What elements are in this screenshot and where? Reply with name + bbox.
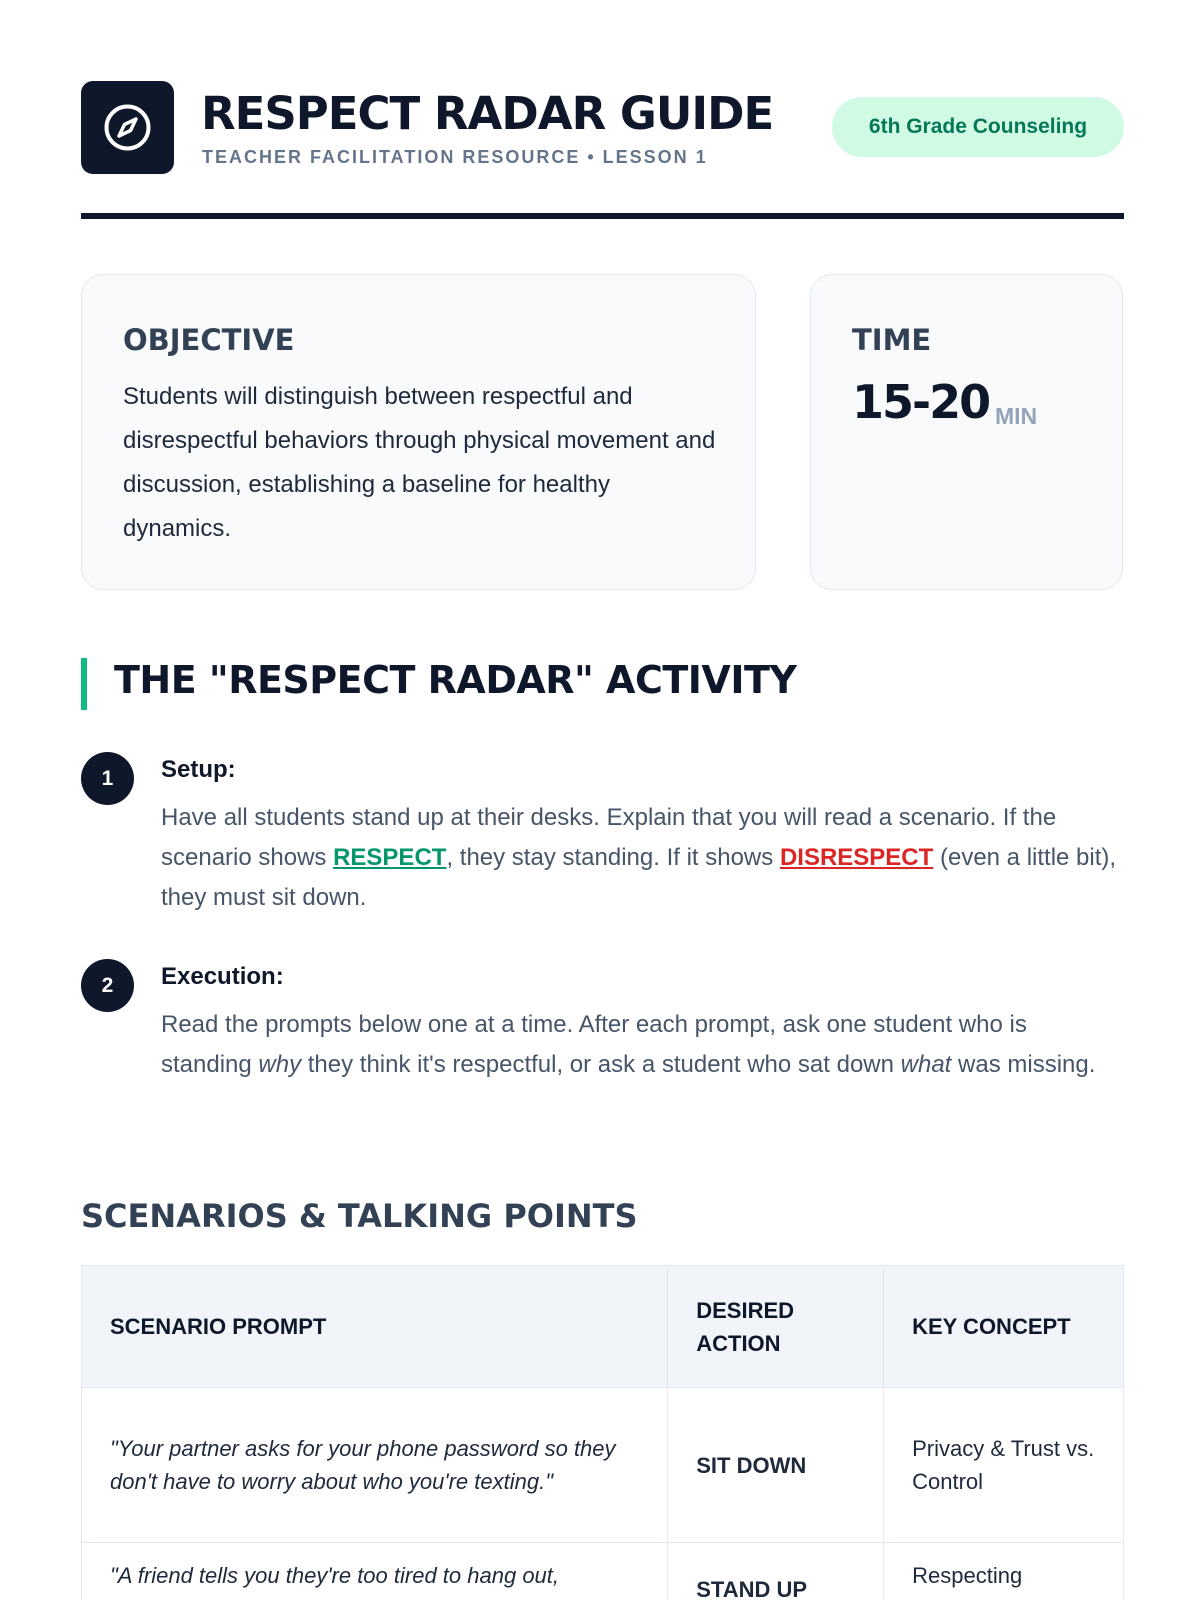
emphasis-word: what <box>900 1051 952 1078</box>
step-number: 2 <box>81 959 134 1012</box>
grade-badge: 6th Grade Counseling <box>832 97 1124 157</box>
page-header <box>81 81 1124 221</box>
objective-card <box>81 274 756 590</box>
time-label: TIME <box>852 323 932 357</box>
objective-label: OBJECTIVE <box>123 323 295 357</box>
page-subtitle: TEACHER FACILITATION RESOURCE • LESSON 1 <box>202 147 708 167</box>
emphasis-word: why <box>258 1051 302 1078</box>
time-unit: MIN <box>995 403 1038 429</box>
section-accent-bar <box>81 658 87 710</box>
desired-action: STAND UP <box>668 1543 884 1600</box>
column-header: SCENARIO PROMPT <box>82 1266 668 1388</box>
scenarios-table <box>81 1265 1124 1600</box>
step-text-part: they think it's respectful, or ask a student who sat down <box>301 1051 901 1078</box>
key-concept: Respecting <box>884 1543 1124 1600</box>
activity-title: THE "RESPECT RADAR" ACTIVITY <box>114 658 797 702</box>
key-concept: Privacy & Trust vs. Control <box>884 1388 1124 1543</box>
time-value: 15-20 <box>852 375 990 429</box>
scenarios-title: SCENARIOS & TALKING POINTS <box>81 1197 638 1235</box>
table-row <box>82 1543 1124 1600</box>
objective-text: Students will distinguish between respectful and disrespectful behaviors through physical movement and discussion, establishing a baseline for healthy dynamics. <box>123 383 716 542</box>
step-text-part: was missing. <box>951 1051 1096 1078</box>
step-text-part: Read the prompts below one at a time. After each prompt, ask one student who is standing <box>161 1011 1027 1078</box>
step-text-part: , they stay standing. If it shows <box>446 844 780 871</box>
header-divider <box>81 213 1124 219</box>
logo <box>81 81 174 174</box>
column-header: KEY CONCEPT <box>884 1266 1124 1388</box>
column-header: DESIRED ACTION <box>668 1266 884 1388</box>
step-heading: Execution: <box>161 963 284 990</box>
step-text-part: (even a little bit), they must sit down. <box>161 844 1117 911</box>
time-card <box>810 274 1123 590</box>
table-row <box>82 1388 1124 1543</box>
respect-keyword: RESPECT <box>333 844 447 871</box>
compass-icon <box>101 101 154 154</box>
step-text-part: Have all students stand up at their desks. Explain that you will read a scenario. If the scenario shows <box>161 804 1057 871</box>
desired-action: SIT DOWN <box>668 1388 884 1543</box>
disrespect-keyword: DISRESPECT <box>779 844 934 871</box>
scenario-prompt: "A friend tells you they're too tired to hang out, <box>82 1543 668 1600</box>
step-text <box>161 1005 1121 1085</box>
scenario-prompt: "Your partner asks for your phone password so they don't have to worry about who you're texting." <box>82 1388 668 1543</box>
step-heading: Setup: <box>161 756 236 783</box>
table-header-row <box>82 1266 1124 1388</box>
step-text <box>161 798 1121 918</box>
step-number: 1 <box>81 752 134 805</box>
page-title: RESPECT RADAR GUIDE <box>201 87 774 140</box>
